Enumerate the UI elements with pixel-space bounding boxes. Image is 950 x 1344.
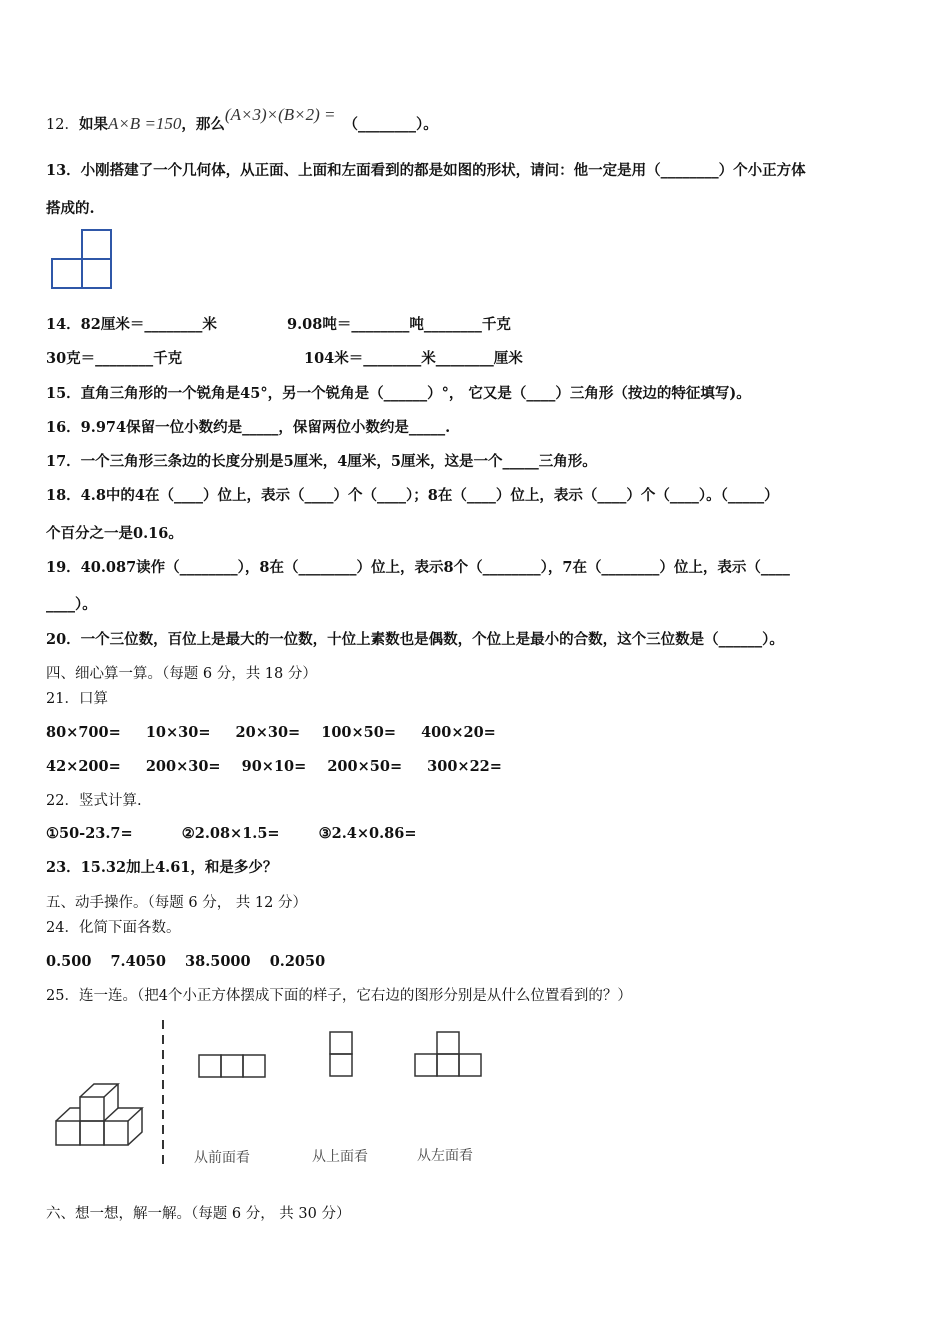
question-19-line1: 19．40.087读作（________），8在（________）位上，表示8个（________），7在（________）位上，表示（____ (46, 559, 790, 576)
question-14-c: 30克＝________千克 (46, 350, 183, 367)
calc-item: 42×200= (46, 758, 121, 775)
calc-item: 200×30= (145, 758, 221, 775)
cube-stack-figure (52, 1076, 150, 1148)
answer-blank: （________）。 (343, 116, 438, 133)
section-6-heading: 六、想一想，解一解。（每题 6 分， 共 30 分） (46, 1206, 351, 1222)
mental-math-row-2 (46, 757, 502, 777)
question-13-line2: 搭成的. (46, 200, 95, 217)
front-view-figure (197, 1053, 267, 1079)
question-25-title: 25．连一连。（把4个小正方体摆成下面的样子，它右边的图形分别是从什么位置看到的？） (46, 988, 632, 1004)
question-15: 15．直角三角形的一个锐角是45°，另一个锐角是（______）°， 它又是（____）三角形（按边的特征填写)。 (46, 385, 751, 402)
calc-item: 200×50= (327, 758, 403, 775)
decimal-item: 0.500 (46, 953, 92, 970)
label-left-view: 从左面看 (417, 1148, 473, 1164)
calc-item: 300×22= (427, 758, 502, 775)
question-14-a: 14．82厘米＝________米 (46, 316, 217, 333)
calc-item: 80×700= (46, 724, 121, 741)
calc-item: 20×30= (235, 724, 301, 741)
calc-item: 100×50= (321, 724, 396, 741)
question-14-d: 104米＝________米________厘米 (304, 350, 523, 367)
top-view-figure (328, 1030, 354, 1078)
calc-item: 400×20= (421, 724, 496, 741)
vertical-calc-row (46, 824, 416, 844)
decimal-item: 0.2050 (269, 953, 326, 970)
label-top-view: 从上面看 (312, 1149, 368, 1165)
question-13-line1: 13．小刚搭建了一个几何体，从正面、上面和左面看到的都是如图的形状，请问：他一定是用（________）个小正方体 (46, 162, 806, 179)
question-23: 23．15.32加上4.61，和是多少？ (46, 859, 278, 876)
question-22-title: 22．竖式计算. (46, 793, 142, 809)
question-19-line2: ____）。 (46, 596, 97, 613)
question-18-line1: 18．4.8中的4在（____）位上，表示（____）个（____）；8在（____）位上，表示（____）个（____）。（_____） (46, 487, 779, 504)
math-expression-2: (A×3)×(B×2) = (224, 105, 336, 124)
square-view-figure (51, 229, 113, 291)
question-12: 12．如果A×B =150，那么(A×3)×(B×2) =（________）。 (46, 105, 438, 133)
question-21-title: 21．口算 (46, 691, 108, 707)
question-20: 20．一个三位数，百位上是最大的一位数，十位上素数也是偶数，个位上是最小的合数，这个三位数是（______）。 (46, 631, 784, 648)
question-17: 17．一个三角形三条边的长度分别是5厘米，4厘米，5厘米，这是一个_____三角形。 (46, 453, 597, 470)
math-expression-1: A×B =150 (107, 114, 182, 133)
dashed-divider (160, 1020, 166, 1166)
left-view-figure (413, 1030, 483, 1078)
calc-item: ②2.08×1.5= (181, 825, 280, 842)
question-24-title: 24．化简下面各数。 (46, 920, 181, 936)
calc-item: ①50-23.7= (46, 825, 133, 842)
section-4-heading: 四、细心算一算。（每题 6 分，共 18 分） (46, 666, 317, 682)
calc-item: 10×30= (145, 724, 211, 741)
question-14-b: 9.08吨＝________吨________千克 (287, 316, 511, 333)
calc-item: ③2.4×0.86= (318, 825, 417, 842)
section-5-heading: 五、动手操作。（每题 6 分， 共 12 分） (46, 895, 307, 911)
calc-item: 90×10= (241, 758, 307, 775)
decimal-item: 7.4050 (110, 953, 166, 970)
label-front-view: 从前面看 (194, 1150, 250, 1166)
decimal-item: 38.5000 (185, 953, 251, 970)
mental-math-row-1 (46, 723, 496, 743)
question-16: 16．9.974保留一位小数约是_____，保留两位小数约是_____. (46, 419, 451, 436)
decimals-row (46, 952, 325, 972)
question-18-line2: 个百分之一是0.16。 (46, 525, 183, 542)
